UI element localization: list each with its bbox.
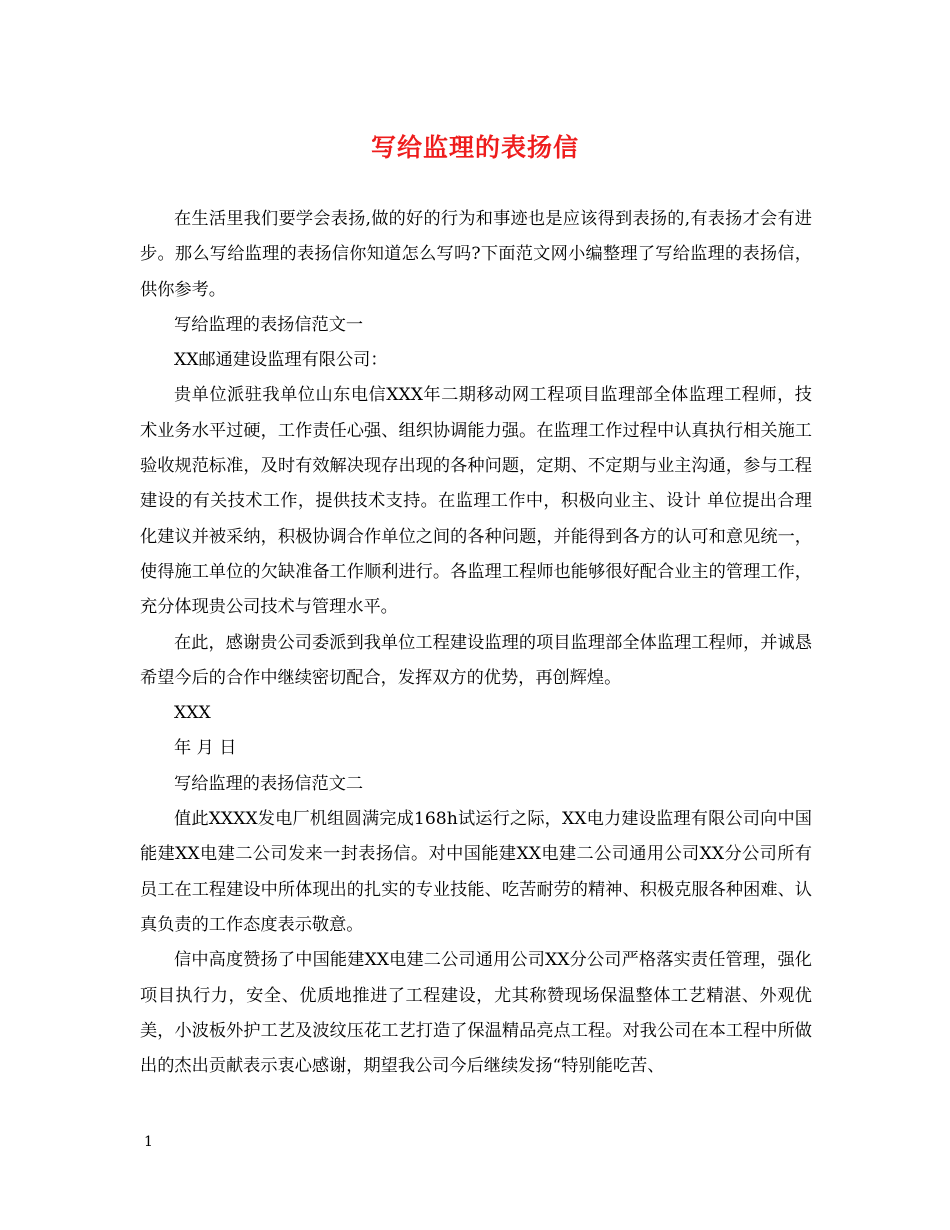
intro-paragraph: 在生活里我们要学会表扬,做的好的行为和事迹也是应该得到表扬的,有表扬才会有进步。那么写给监理的表扬信你知道怎么写吗?下面范文网小编整理了写给监理的表扬信，供你参考。 [140, 209, 812, 300]
sample-two-praise-paragraph: 信中高度赞扬了中国能建XX电建二公司通用公司XX分公司严格落实责任管理，强化项目执行力，安全、优质地推进了工程建设，尤其称赞现场保温整体工艺精湛、外观优美，小波板外护工艺及波纹压花工艺打造了保温精品亮点工程。对我公司在本工程中所做出的杰出贡献表示衷心感谢，期望我公司今后继续发扬“特别能吃苦、 [140, 950, 812, 1077]
letter-body-paragraph: 贵单位派驻我单位山东电信XXX年二期移动网工程项目监理部全体监理工程师，技术业务水平过硬，工作责任心强、组织协调能力强。在监理工作过程中认真执行相关施工验收规范标准，及时有效解决现存出现的各种问题，定期、不定期与业主沟通，参与工程建设的有关技术工作，提供技术支持。在监理工作中，积极向业主、设计 单位提出合理化建议并被采纳，积极协调合作单位之间的各种问题，并能得到各方的认可和意见统一，使得施工单位的欠缺准备工作顺利进行。各监理工程师也能够很好配合业主的管理工作，充分体现贵公司技术与管理水平。 [140, 385, 812, 618]
letter-signature: XXX [174, 703, 211, 724]
sample-one-heading: 写给监理的表扬信范文一 [174, 314, 364, 335]
sample-two-heading: 写给监理的表扬信范文二 [174, 773, 364, 794]
sample-two-paragraph: 值此XXXX发电厂机组圆满完成168h试运行之际，XX电力建设监理有限公司向中国能建XX电建二公司发来一封表扬信。对中国能建XX电建二公司通用公司XX分公司所有员工在工程建设中所体现出的扎实的专业技能、吃苦耐劳的精神、积极克服各种困难、认真负责的工作态度表示敬意。 [140, 809, 812, 935]
letter-salutation: XX邮通建设监理有限公司： [174, 350, 388, 371]
letter-date: 年 月 日 [174, 738, 237, 759]
document-body [140, 202, 812, 1084]
document-title: 写给监理的表扬信 [370, 133, 579, 162]
page-number: 1 [144, 1134, 153, 1150]
letter-thanks-paragraph: 在此，感谢贵公司委派到我单位工程建设监理的项目监理部全体监理工程师，并诚恳希望今后的合作中继续密切配合，发挥双方的优势，再创辉煌。 [140, 632, 812, 688]
